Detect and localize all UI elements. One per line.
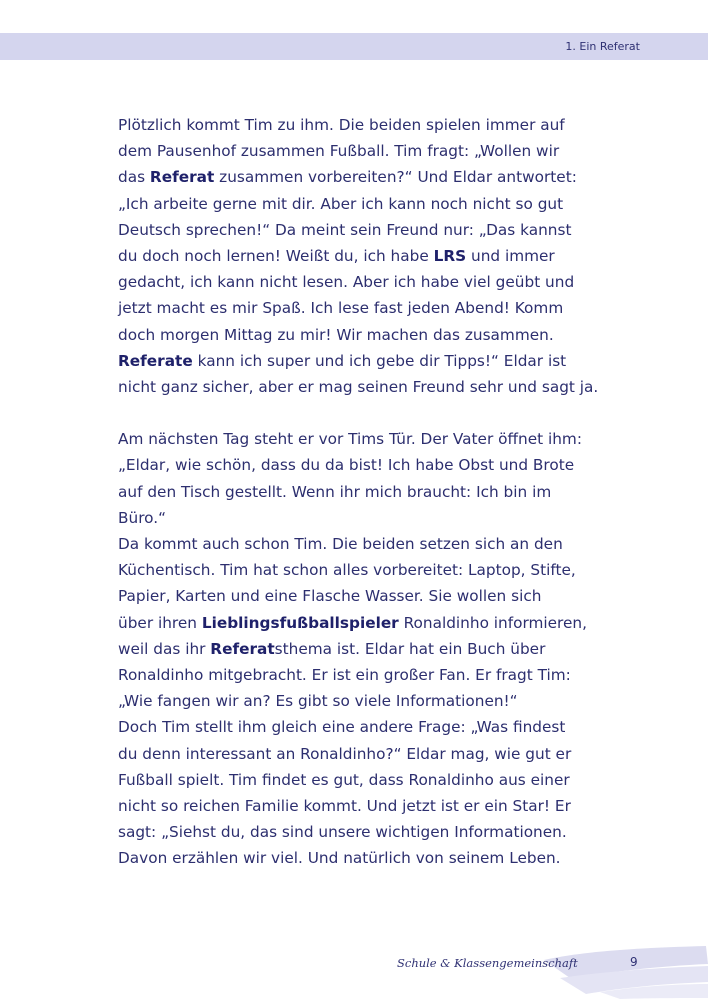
story-text xyxy=(118,112,618,872)
text-line xyxy=(118,767,618,793)
book-title: Schule & Klassengemeinschaft xyxy=(397,956,578,970)
text-segment: du doch noch lernen! Weißt du, ich habe xyxy=(118,247,434,266)
text-line xyxy=(118,243,618,269)
text-line xyxy=(118,583,618,609)
text-line xyxy=(118,138,618,164)
text-segment: und immer xyxy=(466,247,555,266)
text-line xyxy=(118,688,618,714)
text-line xyxy=(118,322,618,348)
text-segment: Deutsch sprechen!“ Da meint sein Freund nur: „Das kannst xyxy=(118,220,572,239)
header-band xyxy=(0,33,708,60)
text-line xyxy=(118,164,618,190)
bold-term: Referate xyxy=(118,351,193,370)
text-line xyxy=(118,557,618,583)
text-segment: Küchentisch. Tim hat schon alles vorbereitet: Laptop, Stifte, xyxy=(118,561,576,580)
text-segment: kann ich super und ich gebe dir Tipps!“ Eldar ist xyxy=(192,351,567,370)
text-segment: gedacht, ich kann nicht lesen. Aber ich habe viel geübt und xyxy=(118,273,575,292)
text-line xyxy=(118,636,618,662)
text-segment: Ronaldinho informieren, xyxy=(398,613,587,632)
text-segment: dem Pausenhof zusammen Fußball. Tim fragt: „Wollen wir xyxy=(118,142,560,161)
text-line xyxy=(118,714,618,740)
text-segment: nicht so reichen Familie kommt. Und jetzt ist er ein Star! Er xyxy=(118,797,571,816)
text-segment: über ihren xyxy=(118,613,202,632)
text-line xyxy=(118,741,618,767)
text-segment: du denn interessant an Ronaldinho?“ Eldar mag, wie gut er xyxy=(118,744,572,763)
text-line xyxy=(118,112,618,138)
text-segment: sthema ist. Eldar hat ein Buch über xyxy=(274,639,546,658)
text-segment: doch morgen Mittag zu mir! Wir machen das zusammen. xyxy=(118,325,554,344)
bold-term: LRS xyxy=(433,247,467,266)
text-segment: jetzt macht es mir Spaß. Ich lese fast jeden Abend! Komm xyxy=(118,299,564,318)
text-segment: Davon erzählen wir viel. Und natürlich von seinem Leben. xyxy=(118,849,561,868)
text-line xyxy=(118,793,618,819)
text-segment: weil das ihr xyxy=(118,639,211,658)
text-segment: Am nächsten Tag steht er vor Tims Tür. Der Vater öffnet ihm: xyxy=(118,430,582,449)
bold-term: Referat xyxy=(149,168,215,187)
text-segment: Ronaldinho mitgebracht. Er ist ein großer Fan. Er fragt Tim: xyxy=(118,666,571,685)
text-line xyxy=(118,479,618,505)
text-segment: „Ich arbeite gerne mit dir. Aber ich kann noch nicht so gut xyxy=(118,194,564,213)
text-segment: „Eldar, wie schön, dass du da bist! Ich habe Obst und Brote xyxy=(118,456,575,475)
text-line xyxy=(118,191,618,217)
text-segment: Doch Tim stellt ihm gleich eine andere Frage: „Was findest xyxy=(118,718,566,737)
text-line xyxy=(118,845,618,871)
paragraph xyxy=(118,426,618,871)
text-line xyxy=(118,426,618,452)
text-line xyxy=(118,269,618,295)
text-line xyxy=(118,662,618,688)
text-segment: auf den Tisch gestellt. Wenn ihr mich braucht: Ich bin im xyxy=(118,482,552,501)
bold-term: Lieblingsfußballspieler xyxy=(201,613,399,632)
text-segment: sagt: „Siehst du, das sind unsere wichtigen Informationen. xyxy=(118,823,567,842)
paragraph xyxy=(118,112,618,400)
text-segment: zusammen vorbereiten?“ Und Eldar antwortet: xyxy=(214,168,577,187)
text-line xyxy=(118,348,618,374)
text-segment: Fußball spielt. Tim findet es gut, dass Ronaldinho aus einer xyxy=(118,770,570,789)
text-segment: „Wie fangen wir an? Es gibt so viele Informationen!“ xyxy=(118,692,518,711)
chapter-title: 1. Ein Referat xyxy=(565,40,640,53)
text-line xyxy=(118,452,618,478)
text-line xyxy=(118,531,618,557)
text-line xyxy=(118,505,618,531)
text-segment: Da kommt auch schon Tim. Die beiden setzen sich an den xyxy=(118,535,563,554)
text-line xyxy=(118,217,618,243)
text-line xyxy=(118,374,618,400)
text-line xyxy=(118,610,618,636)
text-segment: Büro.“ xyxy=(118,508,167,527)
text-line xyxy=(118,819,618,845)
text-segment: Plötzlich kommt Tim zu ihm. Die beiden spielen immer auf xyxy=(118,116,565,134)
text-segment: Papier, Karten und eine Flasche Wasser. Sie wollen sich xyxy=(118,587,542,606)
text-line xyxy=(118,295,618,321)
bold-term: Referat xyxy=(210,639,275,658)
text-segment: nicht ganz sicher, aber er mag seinen Freund sehr und sagt ja. xyxy=(118,378,599,397)
text-segment: das xyxy=(118,168,150,187)
page-number: 9 xyxy=(630,955,638,969)
